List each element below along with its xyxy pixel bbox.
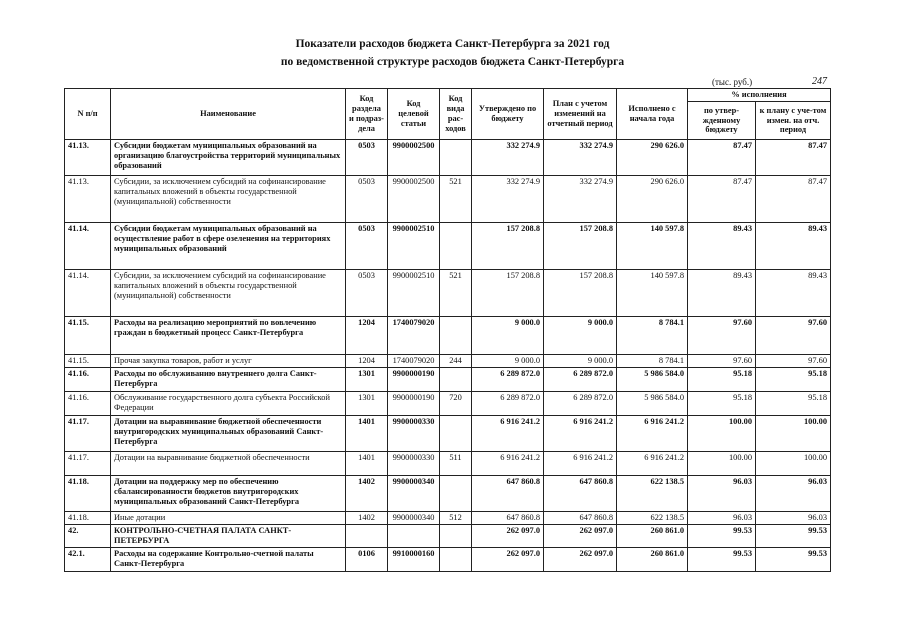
row-plan: 6 916 241.2 <box>544 452 617 476</box>
row-plan: 6 289 872.0 <box>544 368 617 392</box>
row-target-code: 9900002510 <box>388 223 440 270</box>
row-name: Расходы на содержание Контрольно-счетной палаты Санкт-Петербурга <box>111 547 346 571</box>
row-pct-plan: 96.03 <box>756 512 831 525</box>
table-row <box>65 368 831 392</box>
row-plan: 332 274.9 <box>544 140 617 176</box>
header-num: N п/п <box>65 89 111 140</box>
header-percent: % исполнения <box>688 89 831 102</box>
row-pct-plan: 97.60 <box>756 355 831 368</box>
row-pct-approved: 99.53 <box>688 547 756 571</box>
row-number: 41.16. <box>65 368 111 392</box>
row-plan: 157 208.8 <box>544 270 617 317</box>
row-executed: 6 916 241.2 <box>617 452 688 476</box>
table-row <box>65 476 831 512</box>
row-approved: 6 289 872.0 <box>472 392 544 416</box>
report-title-line1: Показатели расходов бюджета Санкт-Петербурга за 2021 год <box>295 38 610 50</box>
row-name: Расходы по обслуживанию внутреннего долга Санкт-Петербурга <box>111 368 346 392</box>
row-number: 41.15. <box>65 355 111 368</box>
row-name: Субсидии, за исключением субсидий на софинансирование капитальных вложений в объекты государственной (муниципальной) собственности <box>111 270 346 317</box>
row-section-code: 0503 <box>346 270 388 317</box>
row-approved: 6 916 241.2 <box>472 416 544 452</box>
row-approved: 647 860.8 <box>472 476 544 512</box>
row-plan: 157 208.8 <box>544 223 617 270</box>
row-type-code: 521 <box>440 176 472 223</box>
table-row <box>65 547 831 571</box>
row-target-code: 9900000330 <box>388 416 440 452</box>
row-plan: 262 097.0 <box>544 547 617 571</box>
row-approved: 262 097.0 <box>472 547 544 571</box>
row-pct-plan: 89.43 <box>756 270 831 317</box>
row-plan: 9 000.0 <box>544 355 617 368</box>
row-name: Прочая закупка товаров, работ и услуг <box>111 355 346 368</box>
row-executed: 140 597.8 <box>617 223 688 270</box>
row-approved: 157 208.8 <box>472 270 544 317</box>
row-pct-approved: 95.18 <box>688 368 756 392</box>
table-row <box>65 392 831 416</box>
row-type-code <box>440 317 472 355</box>
row-section-code: 1204 <box>346 317 388 355</box>
header-pct-plan: к плану с уче-том измен. на отч. период <box>756 102 831 140</box>
row-name: Субсидии бюджетам муниципальных образований на осуществление работ в сфере озеленения на территориях муниципальных образований <box>111 223 346 270</box>
row-section-code <box>346 525 388 548</box>
table-row <box>65 270 831 317</box>
row-approved: 9 000.0 <box>472 317 544 355</box>
row-number: 41.13. <box>65 140 111 176</box>
header-pct-approved: по утвер-жденному бюджету <box>688 102 756 140</box>
table-row <box>65 317 831 355</box>
row-type-code: 244 <box>440 355 472 368</box>
header-target-code: Код целевой статьи <box>388 89 440 140</box>
row-type-code <box>440 547 472 571</box>
row-approved: 9 000.0 <box>472 355 544 368</box>
row-name: Дотации на поддержку мер по обеспечению сбалансированности бюджетов внутригородских муниципальных образований Санкт-Петербурга <box>111 476 346 512</box>
row-number: 41.16. <box>65 392 111 416</box>
row-executed: 260 861.0 <box>617 547 688 571</box>
row-plan: 647 860.8 <box>544 512 617 525</box>
row-number: 42.1. <box>65 547 111 571</box>
row-target-code: 9900002500 <box>388 140 440 176</box>
row-section-code: 1301 <box>346 368 388 392</box>
row-section-code: 1401 <box>346 452 388 476</box>
row-plan: 647 860.8 <box>544 476 617 512</box>
row-pct-approved: 89.43 <box>688 223 756 270</box>
row-section-code: 1402 <box>346 512 388 525</box>
row-number: 41.17. <box>65 452 111 476</box>
row-type-code <box>440 525 472 548</box>
row-approved: 6 916 241.2 <box>472 452 544 476</box>
report-title-line2: по ведомственной структуре расходов бюджета Санкт-Петербурга <box>280 56 625 68</box>
row-executed: 5 986 584.0 <box>617 392 688 416</box>
row-pct-plan: 99.53 <box>756 525 831 548</box>
row-plan: 6 916 241.2 <box>544 416 617 452</box>
row-pct-approved: 100.00 <box>688 452 756 476</box>
units-label: (тыс. руб.) <box>712 77 753 87</box>
row-executed: 622 138.5 <box>617 512 688 525</box>
row-name: Обслуживание государственного долга субъекта Российской Федерации <box>111 392 346 416</box>
row-type-code: 521 <box>440 270 472 317</box>
row-type-code: 720 <box>440 392 472 416</box>
row-pct-approved: 99.53 <box>688 525 756 548</box>
row-executed: 290 626.0 <box>617 140 688 176</box>
row-approved: 332 274.9 <box>472 140 544 176</box>
row-type-code <box>440 223 472 270</box>
row-plan: 6 289 872.0 <box>544 392 617 416</box>
table-row <box>65 525 831 548</box>
row-executed: 6 916 241.2 <box>617 416 688 452</box>
row-target-code: 9900000330 <box>388 452 440 476</box>
row-executed: 290 626.0 <box>617 176 688 223</box>
row-pct-approved: 87.47 <box>688 176 756 223</box>
row-pct-plan: 95.18 <box>756 392 831 416</box>
row-section-code: 1204 <box>346 355 388 368</box>
row-target-code: 9900002500 <box>388 176 440 223</box>
row-name: Дотации на выравнивание бюджетной обеспеченности внутригородских муниципальных образований Санкт-Петербурга <box>111 416 346 452</box>
row-section-code: 0106 <box>346 547 388 571</box>
row-number: 41.14. <box>65 223 111 270</box>
row-target-code: 9900000190 <box>388 392 440 416</box>
row-approved: 157 208.8 <box>472 223 544 270</box>
row-target-code: 9900000340 <box>388 512 440 525</box>
row-pct-plan: 99.53 <box>756 547 831 571</box>
row-pct-approved: 95.18 <box>688 392 756 416</box>
row-pct-plan: 87.47 <box>756 140 831 176</box>
row-plan: 262 097.0 <box>544 525 617 548</box>
row-name: Субсидии, за исключением субсидий на софинансирование капитальных вложений в объекты государственной (муниципальной) собственности <box>111 176 346 223</box>
header-approved: Утверждено по бюджету <box>472 89 544 140</box>
row-type-code <box>440 368 472 392</box>
header-section-code: Код раздела и подраз-дела <box>346 89 388 140</box>
row-pct-plan: 95.18 <box>756 368 831 392</box>
row-executed: 622 138.5 <box>617 476 688 512</box>
row-name: Иные дотации <box>111 512 346 525</box>
row-approved: 6 289 872.0 <box>472 368 544 392</box>
row-number: 41.18. <box>65 476 111 512</box>
row-type-code: 511 <box>440 452 472 476</box>
row-section-code: 0503 <box>346 176 388 223</box>
row-pct-plan: 96.03 <box>756 476 831 512</box>
row-plan: 9 000.0 <box>544 317 617 355</box>
row-pct-plan: 97.60 <box>756 317 831 355</box>
row-pct-approved: 87.47 <box>688 140 756 176</box>
row-approved: 332 274.9 <box>472 176 544 223</box>
row-executed: 5 986 584.0 <box>617 368 688 392</box>
row-number: 41.13. <box>65 176 111 223</box>
row-pct-plan: 100.00 <box>756 416 831 452</box>
table-row <box>65 355 831 368</box>
row-executed: 260 861.0 <box>617 525 688 548</box>
row-target-code: 1740079020 <box>388 317 440 355</box>
header-name: Наименование <box>111 89 346 140</box>
row-approved: 262 097.0 <box>472 525 544 548</box>
row-pct-approved: 96.03 <box>688 512 756 525</box>
row-number: 42. <box>65 525 111 548</box>
row-section-code: 1301 <box>346 392 388 416</box>
page-number: 247 <box>812 76 827 87</box>
row-section-code: 1402 <box>346 476 388 512</box>
row-number: 41.15. <box>65 317 111 355</box>
row-section-code: 0503 <box>346 223 388 270</box>
row-number: 41.17. <box>65 416 111 452</box>
row-target-code: 9900000190 <box>388 368 440 392</box>
table-row <box>65 223 831 270</box>
row-pct-approved: 100.00 <box>688 416 756 452</box>
table-row <box>65 512 831 525</box>
row-target-code <box>388 525 440 548</box>
row-section-code: 1401 <box>346 416 388 452</box>
table-row <box>65 452 831 476</box>
row-target-code: 1740079020 <box>388 355 440 368</box>
row-pct-approved: 96.03 <box>688 476 756 512</box>
row-name: КОНТРОЛЬНО-СЧЕТНАЯ ПАЛАТА САНКТ-ПЕТЕРБУРГА <box>111 525 346 548</box>
row-approved: 647 860.8 <box>472 512 544 525</box>
table-row <box>65 416 831 452</box>
row-pct-approved: 89.43 <box>688 270 756 317</box>
row-type-code <box>440 476 472 512</box>
header-executed: Исполнено с начала года <box>617 89 688 140</box>
row-executed: 140 597.8 <box>617 270 688 317</box>
row-section-code: 0503 <box>346 140 388 176</box>
row-type-code <box>440 140 472 176</box>
row-name: Субсидии бюджетам муниципальных образований на организацию благоустройства территорий муниципальных образований <box>111 140 346 176</box>
row-plan: 332 274.9 <box>544 176 617 223</box>
row-number: 41.18. <box>65 512 111 525</box>
row-name: Дотации на выравнивание бюджетной обеспеченности <box>111 452 346 476</box>
row-pct-plan: 89.43 <box>756 223 831 270</box>
row-name: Расходы на реализацию мероприятий по вовлечению граждан в бюджетный процесс Санкт-Петербурга <box>111 317 346 355</box>
budget-table <box>64 88 831 572</box>
row-executed: 8 784.1 <box>617 355 688 368</box>
row-executed: 8 784.1 <box>617 317 688 355</box>
row-target-code: 9900000340 <box>388 476 440 512</box>
row-pct-plan: 100.00 <box>756 452 831 476</box>
row-type-code: 512 <box>440 512 472 525</box>
row-pct-approved: 97.60 <box>688 317 756 355</box>
table-row <box>65 140 831 176</box>
table-row <box>65 176 831 223</box>
header-plan: План с учетом изменений на отчетный период <box>544 89 617 140</box>
row-number: 41.14. <box>65 270 111 317</box>
row-target-code: 9910000160 <box>388 547 440 571</box>
row-type-code <box>440 416 472 452</box>
header-type-code: Код вида рас-ходов <box>440 89 472 140</box>
row-pct-plan: 87.47 <box>756 176 831 223</box>
row-target-code: 9900002510 <box>388 270 440 317</box>
row-pct-approved: 97.60 <box>688 355 756 368</box>
